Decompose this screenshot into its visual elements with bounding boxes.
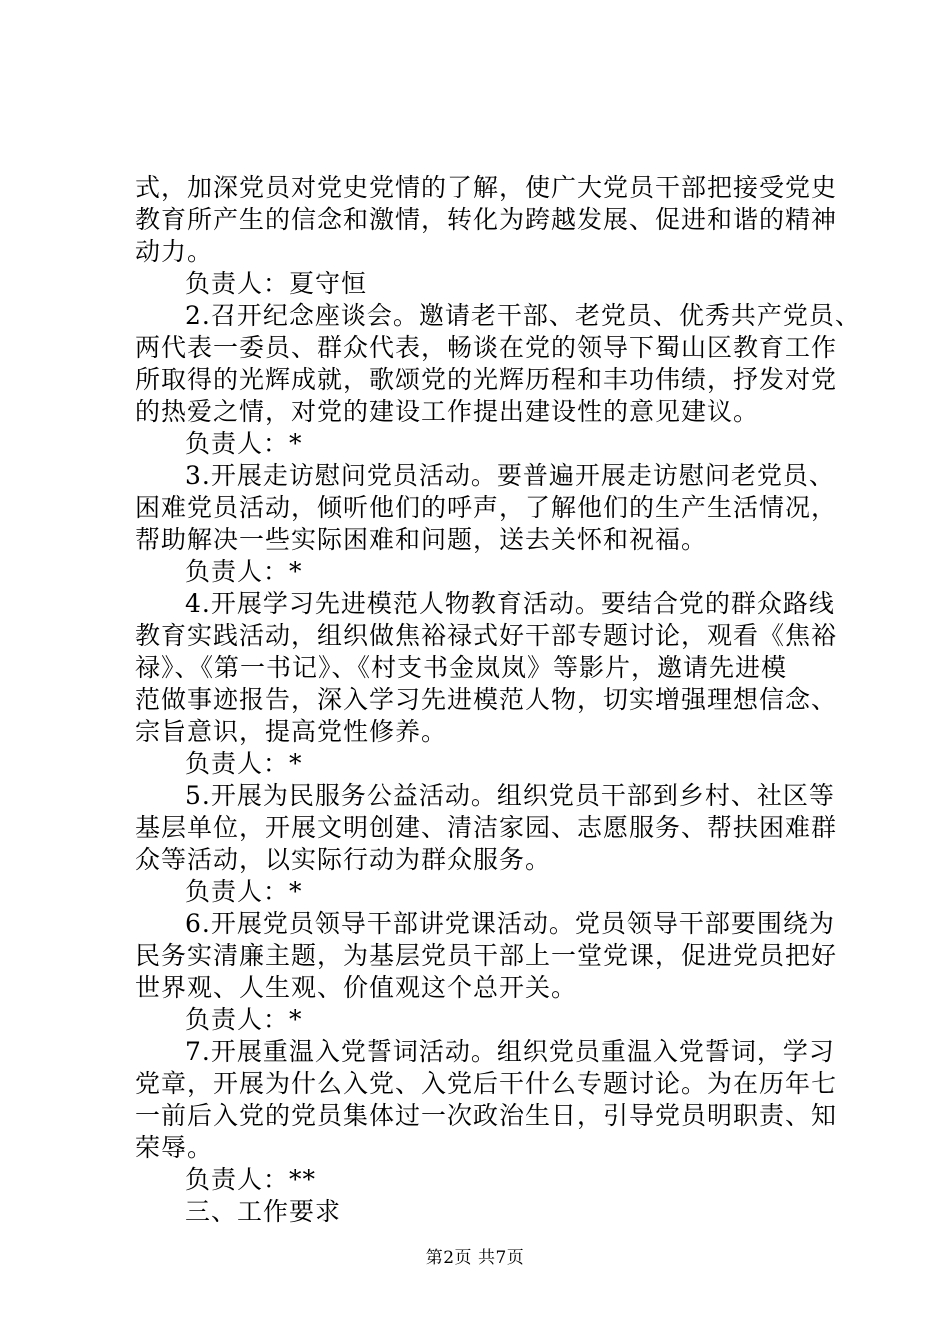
responsible-person-line: 负责人：* xyxy=(185,1005,303,1034)
text-line: 7.开展重温入党誓词活动。组织党员重温入党誓词，学习 xyxy=(185,1037,835,1066)
text-line: 3.开展走访慰问党员活动。要普遍开展走访慰问老党员、 xyxy=(185,461,835,490)
text-line: 5.开展为民服务公益活动。组织党员干部到乡村、社区等 xyxy=(185,781,835,810)
document-body xyxy=(135,172,861,1228)
text-line: 动力。 xyxy=(135,237,214,266)
text-line: 荣辱。 xyxy=(135,1133,214,1162)
responsible-person-line: 负责人：夏守恒 xyxy=(185,269,368,298)
responsible-person-line: 负责人：* xyxy=(185,429,303,458)
text-line: 6.开展党员领导干部讲党课活动。党员领导干部要围绕为 xyxy=(185,909,835,938)
text-line: 一前后入党的党员集体过一次政治生日，引导党员明职责、知 xyxy=(135,1101,838,1130)
text-line: 4.开展学习先进模范人物教育活动。要结合党的群众路线 xyxy=(185,589,835,618)
text-line: 宗旨意识，提高党性修养。 xyxy=(135,717,448,746)
responsible-person-line: 负责人：* xyxy=(185,557,303,586)
text-line: 式，加深党员对党史党情的了解，使广大党员干部把接受党史 xyxy=(135,173,838,202)
text-line: 民务实清廉主题，为基层党员干部上一堂党课，促进党员把好 xyxy=(135,941,838,970)
text-line: 困难党员活动，倾听他们的呼声，了解他们的生产生活情况， xyxy=(135,493,838,522)
responsible-person-line: 负责人：** xyxy=(185,1165,317,1194)
text-line: 基层单位，开展文明创建、清洁家园、志愿服务、帮扶困难群 xyxy=(135,813,838,842)
text-line: 两代表一委员、群众代表，畅谈在党的领导下蜀山区教育工作 xyxy=(135,333,838,362)
text-line: 教育所产生的信念和激情，转化为跨越发展、促进和谐的精神 xyxy=(135,205,838,234)
text-line: 所取得的光辉成就，歌颂党的光辉历程和丰功伟绩，抒发对党 xyxy=(135,365,838,394)
text-line: 教育实践活动，组织做焦裕禄式好干部专题讨论，观看《焦裕 xyxy=(135,621,838,650)
text-line: 众等活动，以实际行动为群众服务。 xyxy=(135,845,552,874)
text-line: 禄》、《第一书记》、《村支书金岚岚》等影片，邀请先进模 xyxy=(135,653,788,682)
responsible-person-line: 负责人：* xyxy=(185,749,303,778)
text-line: 的热爱之情，对党的建设工作提出建设性的意见建议。 xyxy=(135,397,760,426)
text-line: 范做事迹报告，深入学习先进模范人物，切实增强理想信念、 xyxy=(135,685,838,714)
responsible-person-line: 负责人：* xyxy=(185,877,303,906)
text-line: 帮助解决一些实际困难和问题，送去关怀和祝福。 xyxy=(135,525,708,554)
text-line: 三、工作要求 xyxy=(185,1197,342,1226)
text-line: 2.召开纪念座谈会。邀请老干部、老党员、优秀共产党员、 xyxy=(185,301,861,330)
text-line: 党章，开展为什么入党、入党后干什么专题讨论。为在历年七 xyxy=(135,1069,838,1098)
text-line: 世界观、人生观、价值观这个总开关。 xyxy=(135,973,578,1002)
page-footer: 第2页 共7页 xyxy=(425,1248,525,1268)
